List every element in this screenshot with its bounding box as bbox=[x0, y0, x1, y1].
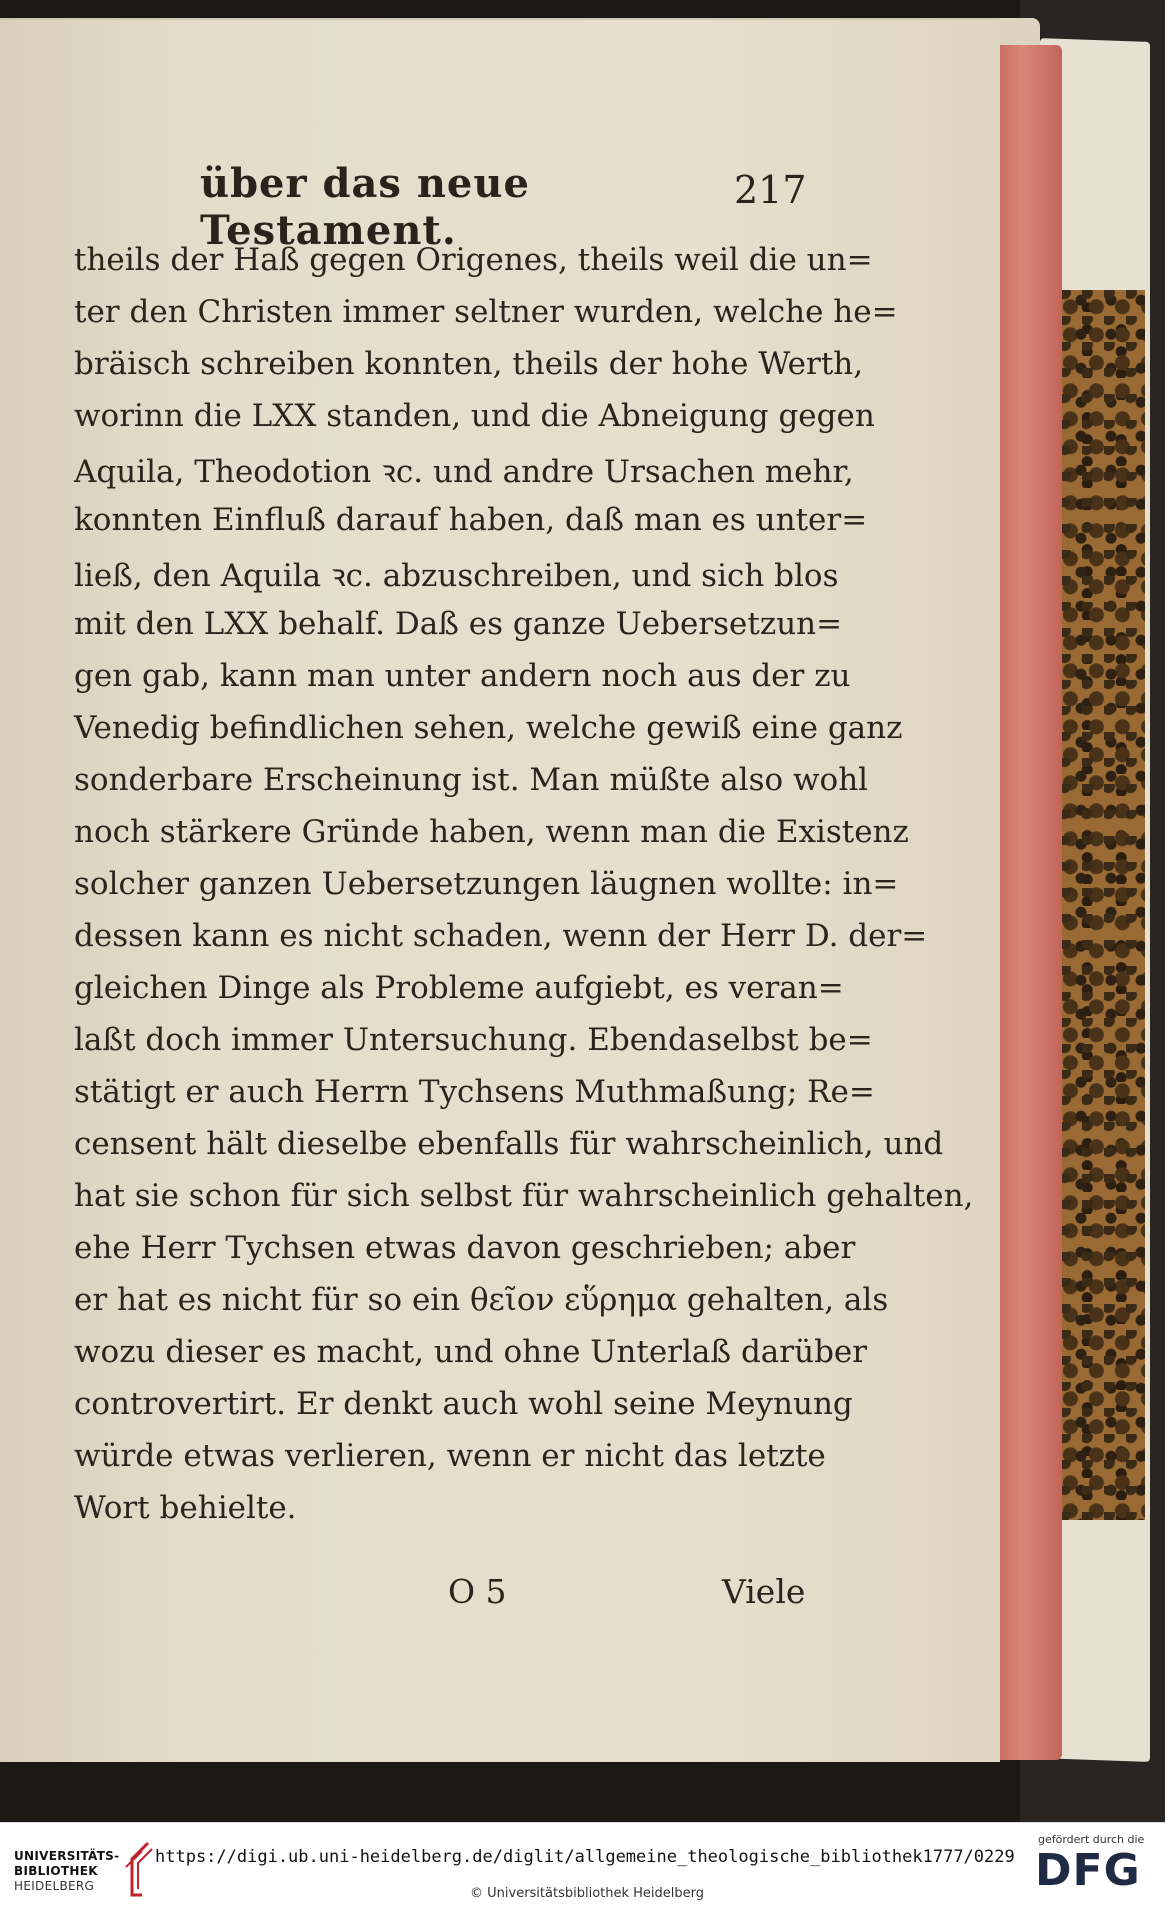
library-name-line1: UNIVERSITÄTS- bbox=[14, 1849, 120, 1863]
text-line: dessen kann es nicht schaden, wenn der Herr D. der= bbox=[74, 918, 928, 954]
viewer-footer bbox=[0, 1822, 1165, 1914]
text-line: laßt doch immer Untersuchung. Ebendaselbst be= bbox=[74, 1022, 873, 1058]
text-line: Aquila, Theodotion ꝛc. und andre Ursachen mehr, bbox=[74, 454, 854, 490]
text-line: wozu dieser es macht, und ohne Unterlaß darüber bbox=[74, 1334, 868, 1370]
text-line: solcher ganzen Uebersetzungen läugnen wollte: in= bbox=[74, 866, 899, 902]
running-head: über das neue Testament. bbox=[200, 160, 530, 254]
text-line: noch stärkere Gründe haben, wenn man die Existenz bbox=[74, 814, 909, 850]
page-number: 217 bbox=[734, 168, 807, 212]
text-line: bräisch schreiben konnten, theils der hohe Werth, bbox=[74, 346, 864, 382]
marbled-endpaper bbox=[1060, 290, 1145, 1520]
text-line: stätigt er auch Herrn Tychsens Muthmaßung; Re= bbox=[74, 1074, 875, 1110]
red-fore-edge bbox=[996, 45, 1062, 1760]
library-name-line3: HEIDELBERG bbox=[14, 1879, 95, 1893]
text-line: ließ, den Aquila ꝛc. abzuschreiben, und sich blos bbox=[74, 558, 839, 594]
text-line: Venedig befindlichen sehen, welche gewiß eine ganz bbox=[74, 710, 903, 746]
text-line: censent hält dieselbe ebenfalls für wahrscheinlich, und bbox=[74, 1126, 944, 1162]
text-line: würde etwas verlieren, wenn er nicht das letzte bbox=[74, 1438, 826, 1474]
text-line: er hat es nicht für so ein θεῖον εὕρημα gehalten, als bbox=[74, 1282, 889, 1318]
text-line: gen gab, kann man unter andern noch aus der zu bbox=[74, 658, 851, 694]
copyright-notice: © Universitätsbibliothek Heidelberg bbox=[470, 1886, 705, 1901]
catchword: Viele bbox=[722, 1572, 806, 1611]
dfg-logo: DFG bbox=[1035, 1845, 1141, 1896]
text-line: ehe Herr Tychsen etwas davon geschrieben; aber bbox=[74, 1230, 856, 1266]
text-line: gleichen Dinge als Probleme aufgiebt, es veran= bbox=[74, 970, 844, 1006]
text-line: controvertirt. Er denkt auch wohl seine Meynung bbox=[74, 1386, 853, 1422]
text-line: hat sie schon für sich selbst für wahrscheinlich gehalten, bbox=[74, 1178, 974, 1214]
text-line: mit den LXX behalf. Daß es ganze Uebersetzun= bbox=[74, 606, 843, 642]
text-line: konnten Einfluß darauf haben, daß man es unter= bbox=[74, 502, 868, 538]
text-line: ter den Christen immer seltner wurden, welche he= bbox=[74, 294, 898, 330]
signature-mark: O 5 bbox=[448, 1572, 507, 1611]
permalink-url[interactable]: https://digi.ub.uni-heidelberg.de/diglit/allgemeine_theologische_bibliothek1777/0229 bbox=[155, 1847, 1015, 1867]
book-page bbox=[0, 18, 1000, 1762]
text-line: theils der Haß gegen Origenes, theils weil die un= bbox=[74, 242, 873, 278]
funded-by-label: gefördert durch die bbox=[1038, 1833, 1145, 1846]
text-line: worinn die LXX standen, und die Abneigung gegen bbox=[74, 398, 875, 434]
text-line: sonderbare Erscheinung ist. Man müßte also wohl bbox=[74, 762, 869, 798]
library-name-line2: BIBLIOTHEK bbox=[14, 1864, 98, 1878]
text-line-last: Wort behielte. bbox=[74, 1490, 297, 1526]
